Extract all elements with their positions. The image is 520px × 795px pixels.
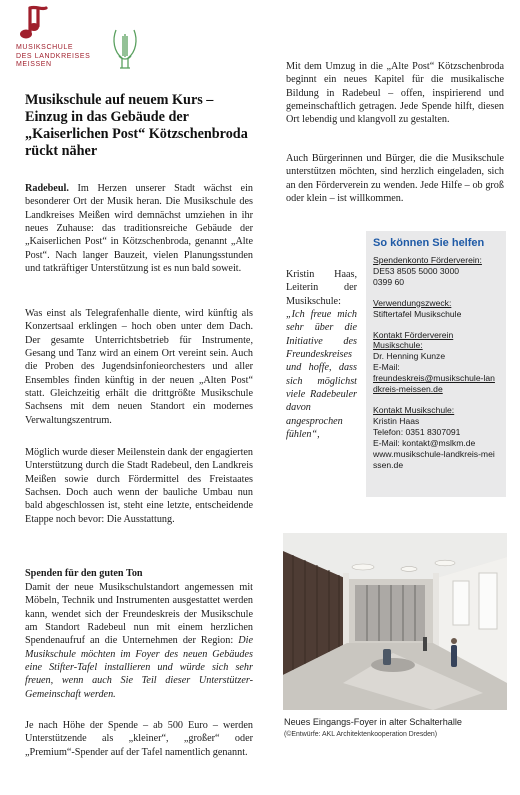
kontakt-foerderverein-email-link[interactable]: freundeskreis@musikschule-landkreis-meissen.de	[373, 373, 495, 395]
paragraph-intro	[25, 182, 253, 275]
verwendungszweck-value: Stiftertafel Musikschule	[373, 308, 462, 319]
logo-line-3: MEISSEN	[16, 61, 52, 68]
kontakt-musikschule-name: Kristin Haas	[373, 415, 420, 426]
paragraph-intro-text: Im Herzen unserer Stadt wächst ein besonderer Ort der Musik heran. Die Musikschule des Landkreises Meißen wird demnächst umziehen in ihr neues Zuhause: das traditionsreiche Gebäude der „Kaiserlichen Post“ in Kötzschenbroda, genannt „Alte Post“. Nach langer Bauzeit, vielen Planungsstunden und tatkräftiger Unterstützung ist es nun bald soweit.	[25, 183, 253, 275]
section-kontakt-musikschule	[373, 405, 499, 470]
iban-line-2: 0399 60	[373, 276, 405, 287]
logo-line-1: MUSIKSCHULE	[16, 44, 74, 51]
paragraph-spendenaufruf-text: Damit der neue Musikschulstandort angemessen mit Möbeln, Technik und Instrumenten ausgestattet werden kann, wendet sich der Freundeskreis der Musikschule am Standort Radebeul nun mit einem herzlichen Spendenaufruf an die Unternehmen der Region:	[25, 582, 253, 647]
kontakt-musikschule-website[interactable]: www.musikschule-landkreis-meissen.de	[373, 448, 495, 470]
kontakt-musikschule-email[interactable]: E-Mail: kontakt@mslkm.de	[373, 437, 476, 448]
section-subheading: Spenden für den guten Ton	[25, 568, 143, 579]
foyer-rendering-image	[283, 533, 507, 710]
paragraph-spendenaufruf-italic: Die Musikschule möchten im Foyer des neuen Gebäudes eine Stifter-Tafel installieren und würde sich sehr freuen, wenn auch Sie Teil dieser Unterstützer-Gemeinschaft werden.	[25, 635, 253, 700]
foyer-illustration	[283, 533, 507, 710]
kontakt-foerderverein-name: Dr. Henning Kunze	[373, 351, 446, 362]
quote-block	[286, 268, 357, 441]
freundeskreis-lyre-logo	[110, 26, 140, 72]
kontakt-musikschule-label: Kontakt Musikschule:	[373, 404, 455, 415]
kontakt-musikschule-telefon: Telefon: 0351 8307091	[373, 426, 461, 437]
article-headline: Musikschule auf neuem Kurs – Einzug in das Gebäude der „Kaiserlichen Post“ Kötzschenbroda rückt näher	[25, 92, 248, 159]
donation-info-box	[366, 231, 506, 497]
paragraph-telegrafenhalle: Was einst als Telegrafenhalle diente, wird künftig als Konzertsaal erklingen – hoch oben unter dem Dach. Der gesamte Unterrichtsbetrieb für Instrumente, Gesang und Tanz wird an einem Ort vereint sein. Auch die Proben des Jugendsinfonieorchesters und aller Ensembles finden künftig in der neuen „Alten Post“ statt. Gleichzeitig erhält die drittgrößte Musikschule Sachsens mit dem neuen Standort ein modernes Verwaltungszentrum.	[25, 308, 253, 426]
paragraph-spendenaufruf	[25, 581, 253, 701]
music-note-logo-icon	[18, 4, 54, 42]
image-credit: (©Entwürfe: AKL Architektenkooperation Dresden)	[284, 731, 438, 738]
section-spendenkonto	[373, 255, 499, 288]
image-caption: Neues Eingangs-Foyer in alter Schalterhalle	[284, 717, 462, 727]
paragraph-umzug: Mit dem Umzug in die „Alte Post“ Kötzschenbroda beginnt ein neues Kapitel für die musikalische Bildung in Radebeul – offen, inspirierend und gemeinschaftlich getragen. Jede Spende hilft, diesen Ort lebendig und klangvoll zu gestalten.	[286, 61, 504, 126]
iban-line-1: DE53 8505 5000 3000	[373, 265, 460, 276]
dateline: Radebeul.	[25, 183, 69, 194]
paragraph-spender-stufen: Je nach Höhe der Spende – ab 500 Euro – werden Unterstützende als „kleiner“, „großer“ oder „Premium“-Spender auf der Tafel namentlich genannt.	[25, 720, 253, 758]
verwendungszweck-label: Verwendungszweck:	[373, 297, 452, 308]
paragraph-buerger: Auch Bürgerinnen und Bürger, die die Musikschule unterstützen möchten, sind herzlich eingeladen, sich an den Förderverein zu wenden. Jede Hilfe – ob groß oder klein – ist willkommen.	[286, 153, 504, 205]
musikschule-logo	[12, 4, 112, 72]
section-verwendungszweck	[373, 298, 499, 320]
lyre-icon	[110, 26, 140, 72]
kontakt-foerderverein-label: Kontakt Förderverein Musikschule:	[373, 329, 454, 351]
spendenkonto-label: Spendenkonto Förderverein:	[373, 255, 482, 265]
quote-attribution: Kristin Haas, Leiterin der Musikschule:	[286, 269, 357, 307]
logo-line-2: DES LANDKREISES	[16, 52, 91, 60]
paragraph-meilenstein: Möglich wurde dieser Meilenstein dank der engagierten Unterstützung durch die Stadt Radebeul, den Landkreis Meißen sowie durch Fördermittel des Freistaates Sachsen. Doch auch wenn der bauliche Umbau nun bald abgeschlossen ist, steht eine letzte, entscheidende Etappe noch bevor: Die Ausstattung.	[25, 447, 254, 525]
kontakt-foerderverein-email-label: E-Mail:	[373, 362, 400, 373]
info-box-title: So können Sie helfen	[373, 237, 485, 249]
section-kontakt-foerderverein	[373, 330, 499, 395]
quote-text: „Ich freue mich sehr über die Initiative des Freundeskreises und hoffe, dass sich möglichst viele Radebeuler davon angesprochen fühlen“,	[286, 309, 357, 441]
